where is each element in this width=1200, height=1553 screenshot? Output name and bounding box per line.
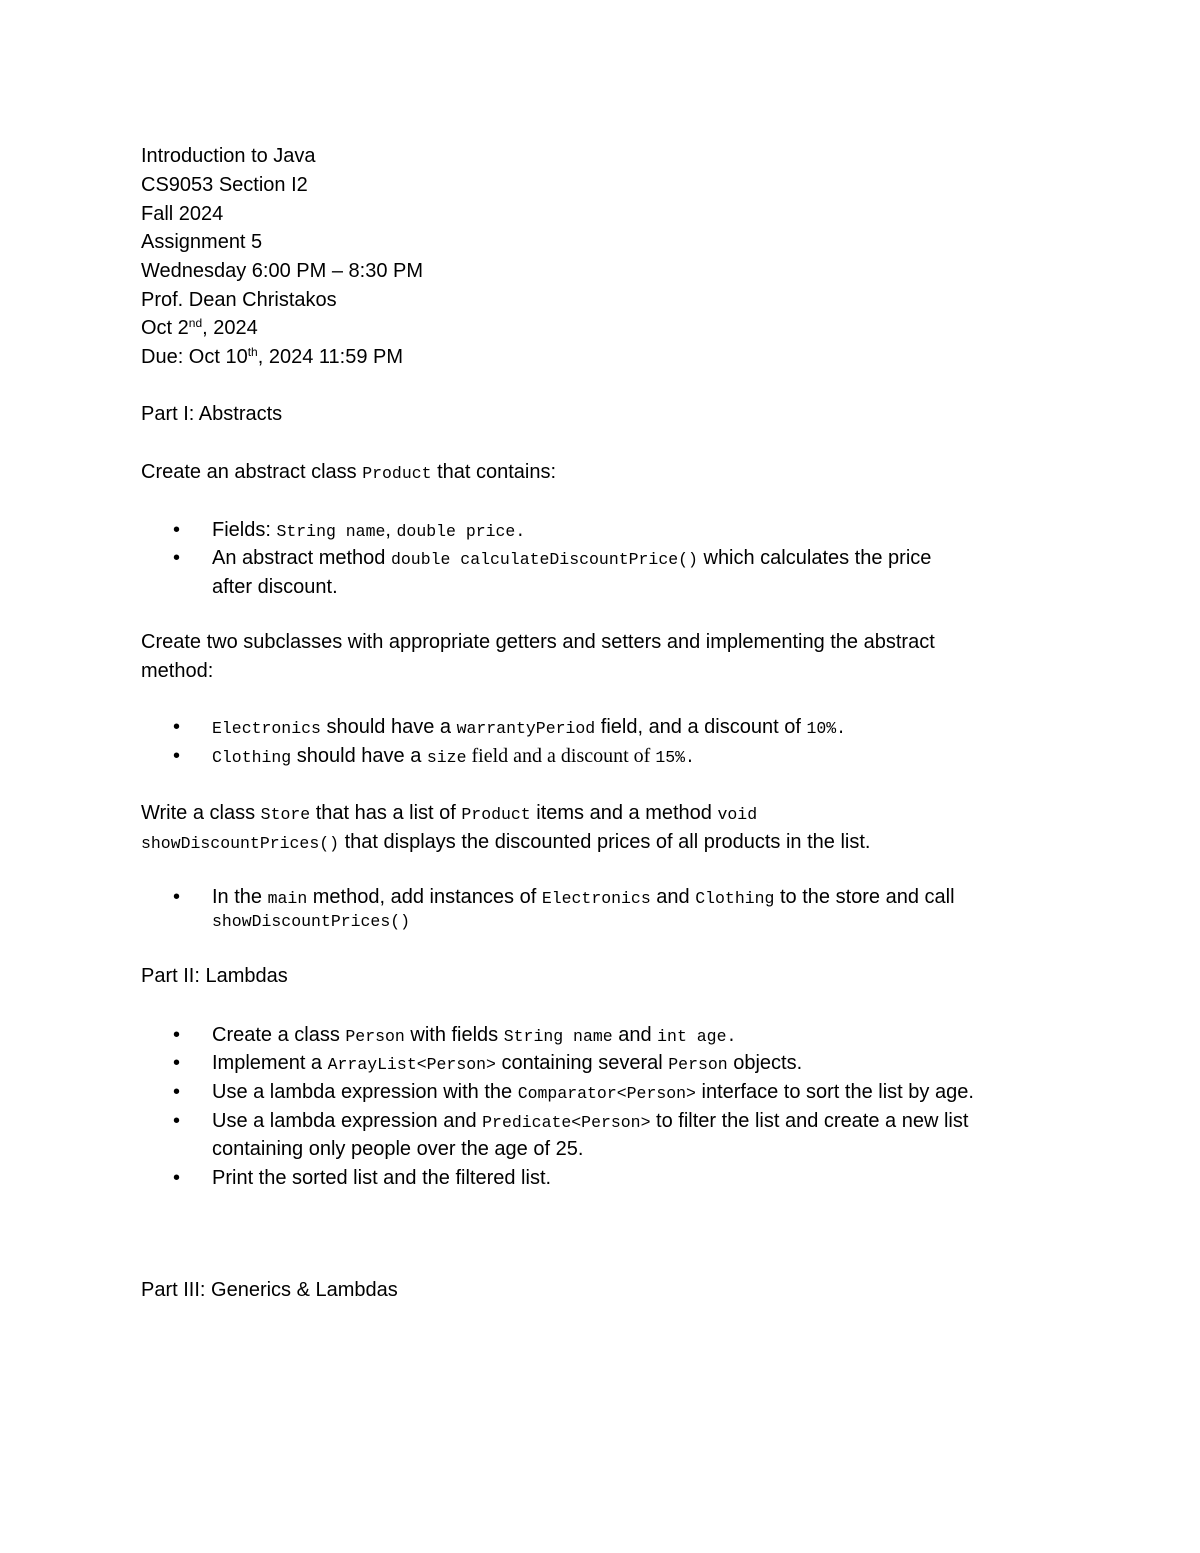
assigned-date xyxy=(141,314,258,342)
code-string-name: String name xyxy=(503,1027,613,1046)
text: field, and a discount of xyxy=(595,716,807,738)
text: and xyxy=(612,1024,658,1046)
list-item-predicate-cont: containing only people over the age of 25. xyxy=(212,1138,584,1160)
text: In the xyxy=(212,886,268,908)
code-person: Person xyxy=(668,1055,728,1074)
text: interface to sort the list by age. xyxy=(695,1081,974,1103)
class-schedule: Wednesday 6:00 PM – 8:30 PM xyxy=(141,260,424,282)
part3-title: Part III: Generics & Lambdas xyxy=(141,1279,398,1301)
text: items and a method xyxy=(530,802,718,824)
code-product: Product xyxy=(461,805,531,824)
text: to filter the list and create a new list xyxy=(650,1110,969,1132)
text: , xyxy=(385,519,397,541)
code-int-age: int age xyxy=(657,1027,727,1046)
text: . xyxy=(836,719,847,738)
assigned-date-year: , 2024 xyxy=(202,317,258,339)
bullet-icon: • xyxy=(173,1110,181,1132)
text: and xyxy=(650,886,696,908)
code-electronics: Electronics xyxy=(541,889,651,908)
text: . xyxy=(726,1027,737,1046)
text: that contains: xyxy=(431,461,557,483)
due-date-time: , 2024 11:59 PM xyxy=(257,346,404,368)
bullet-icon: • xyxy=(173,1052,181,1074)
due-date-main: Due: Oct 10 xyxy=(141,346,248,368)
text: Fields: xyxy=(212,519,277,541)
list-item-clothing xyxy=(212,742,695,772)
text: with fields xyxy=(404,1024,504,1046)
course-section: CS9053 Section I2 xyxy=(141,174,308,196)
list-item-predicate xyxy=(212,1107,968,1137)
bullet-icon: • xyxy=(173,1024,181,1046)
bullet-icon: • xyxy=(173,1167,181,1189)
text: to the store and call xyxy=(774,886,955,908)
code-10pct: 10% xyxy=(806,719,837,738)
code-predicate-person: Predicate<Person> xyxy=(482,1113,651,1132)
text: Write a class xyxy=(141,802,261,824)
code-arraylist-person: ArrayList<Person> xyxy=(327,1055,496,1074)
text: objects. xyxy=(727,1052,803,1074)
text: should have a xyxy=(320,716,457,738)
list-item-arraylist xyxy=(212,1049,802,1079)
code-string-name: String name xyxy=(276,522,386,541)
code-main: main xyxy=(267,889,308,908)
code-size: size xyxy=(426,748,467,767)
part1-subclasses-line1: Create two subclasses with appropriate getters and setters and implementing the abstract xyxy=(141,631,935,653)
bullet-icon: • xyxy=(173,745,181,767)
assignment-number: Assignment 5 xyxy=(141,231,263,253)
part1-intro xyxy=(141,458,556,488)
text: . xyxy=(685,748,695,767)
text: field and a discount of xyxy=(466,745,656,767)
code-calculate-discount: double calculateDiscountPrice() xyxy=(390,550,698,569)
text: Create an abstract class xyxy=(141,461,363,483)
list-item-electronics xyxy=(212,713,846,743)
text: method, add instances of xyxy=(307,886,542,908)
code-clothing: Clothing xyxy=(212,748,292,767)
course-title: Introduction to Java xyxy=(141,145,316,167)
list-item-fields xyxy=(212,516,525,546)
code-person: Person xyxy=(345,1027,405,1046)
text: . xyxy=(515,522,526,541)
due-date-sup: th xyxy=(247,345,258,359)
due-date xyxy=(141,343,403,371)
part1-store-line2 xyxy=(141,828,870,858)
professor-name: Prof. Dean Christakos xyxy=(141,289,337,311)
code-clothing: Clothing xyxy=(695,889,775,908)
code-product: Product xyxy=(362,464,432,483)
text: Implement a xyxy=(212,1052,328,1074)
list-item-print: Print the sorted list and the filtered list. xyxy=(212,1167,552,1189)
code-double-price: double price xyxy=(396,522,516,541)
code-warranty-period: warrantyPeriod xyxy=(456,719,596,738)
part2-title: Part II: Lambdas xyxy=(141,965,288,987)
bullet-icon: • xyxy=(173,547,181,569)
text: Create a class xyxy=(212,1024,346,1046)
text: that displays the discounted prices of all products in the list. xyxy=(339,831,871,853)
text: containing several xyxy=(495,1052,669,1074)
text: Use a lambda expression with the xyxy=(212,1081,518,1103)
list-item-person-class xyxy=(212,1021,736,1051)
text: that has a list of xyxy=(310,802,462,824)
part1-title: Part I: Abstracts xyxy=(141,403,283,425)
text: Use a lambda expression and xyxy=(212,1110,483,1132)
text: which calculates the price xyxy=(697,547,932,569)
bullet-icon: • xyxy=(173,886,181,908)
text: should have a xyxy=(291,745,427,767)
bullet-icon: • xyxy=(173,716,181,738)
assigned-date-sup: nd xyxy=(188,316,203,330)
bullet-icon: • xyxy=(173,1081,181,1103)
part1-subclasses-line2: method: xyxy=(141,660,214,682)
code-15pct: 15% xyxy=(655,748,686,767)
list-item-main-method-cont xyxy=(212,907,410,935)
list-item-comparator xyxy=(212,1078,974,1108)
code-store: Store xyxy=(260,805,311,824)
bullet-icon: • xyxy=(173,519,181,541)
code-comparator-person: Comparator<Person> xyxy=(517,1084,696,1103)
list-item-abstract-method-cont: after discount. xyxy=(212,576,338,598)
code-electronics: Electronics xyxy=(212,719,321,738)
code-void: void xyxy=(717,805,758,824)
code-show-discount-prices: showDiscountPrices() xyxy=(212,912,411,931)
code-show-discount-prices: showDiscountPrices() xyxy=(141,834,340,853)
assigned-date-main: Oct 2 xyxy=(141,317,189,339)
part1-store-line1 xyxy=(141,799,757,829)
list-item-abstract-method xyxy=(212,544,931,574)
term: Fall 2024 xyxy=(141,203,224,225)
text: An abstract method xyxy=(212,547,391,569)
